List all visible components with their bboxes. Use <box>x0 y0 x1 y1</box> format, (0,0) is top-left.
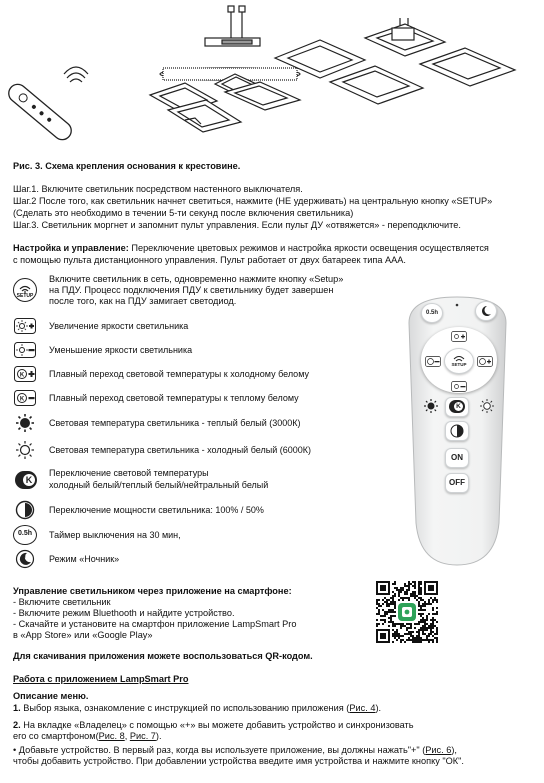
half-circle-icon <box>446 422 468 440</box>
remote-control <box>395 293 520 570</box>
work-paragraph-1 <box>13 703 381 715</box>
remote-timer-button[interactable] <box>421 303 443 323</box>
svg-text:★: ★ <box>22 554 27 560</box>
warm-transition-icon <box>14 390 36 407</box>
app-item-2: - Включите режим Bluethooth и найдите устройство. <box>13 608 235 618</box>
work-paragraph-2-line-2 <box>13 731 162 743</box>
remote-on-label: ON <box>451 453 463 462</box>
power-level-icon <box>15 500 35 520</box>
function-label-brightness-down: Уменьшение яркости светильника <box>49 345 193 355</box>
svg-text:K: K <box>19 396 25 403</box>
work-p1-end: ). <box>375 703 382 713</box>
step-1: Шаг.1. Включите светильник посредством настенного выключателя. <box>13 184 303 194</box>
remote-brightness-down-button[interactable] <box>451 379 467 390</box>
remote-k-button[interactable] <box>445 397 469 417</box>
cold-white-icon <box>15 440 35 460</box>
work-p2-separator: , <box>124 731 130 741</box>
function-label-cold-transition: Плавный переход световой температуры к холодному белому <box>49 369 309 379</box>
setup-line-2: на ПДУ. Процесс подключения ПДУ к светильнику будет завершен <box>49 285 334 295</box>
remote-off-label: OFF <box>449 478 465 487</box>
function-label-warm-transition: Плавный переход световой температуры к теплому белому <box>49 393 299 403</box>
work-p3-end: ), <box>451 745 457 755</box>
remote-timer-label: 0.5h <box>425 310 438 316</box>
work-p2-line2-start: его со смартфоном( <box>13 731 99 741</box>
chandelier-exploded-view <box>150 6 300 132</box>
moon-icon <box>476 302 496 320</box>
remote-warm-transition-button[interactable] <box>425 354 441 365</box>
chandelier-assembled-view <box>275 18 515 104</box>
remote-cold-transition-button[interactable] <box>477 354 493 365</box>
remote-sketch-icon <box>5 67 88 143</box>
app-item-1: - Включите светильник <box>13 597 111 607</box>
function-label-warm-white: Световая температура светильника - теплый белый (3000К) <box>49 418 301 428</box>
work-p1-text: Выбор языка, ознакомление с инструкцией по использованию приложения ( <box>20 703 350 713</box>
function-label-timer: Таймер выключения на 30 мин, <box>49 530 181 540</box>
figure-8-link[interactable]: Рис. 8 <box>98 731 125 741</box>
qr-note: Для скачивания приложения можете воспользоваться QR-кодом. <box>13 651 313 661</box>
work-p2-line2-end: ). <box>155 731 162 741</box>
work-p3-line-1: • Добавьте устройство. В первый раз, когда вы используете приложение, вы должны нажать"+" ( <box>13 745 426 755</box>
setup-line-1: Включите светильник в сеть, одновременно нажмите кнопку «Setup» <box>49 274 344 284</box>
timer-icon <box>13 525 37 545</box>
function-label-cold-white: Световая температура светильника - холодный белый (6000К) <box>49 445 311 455</box>
remote-k-label: K <box>456 403 461 410</box>
figure-4-link[interactable]: Рис. 4 <box>349 703 376 713</box>
figure-7-link[interactable]: Рис. 7 <box>129 731 156 741</box>
installation-illustration <box>0 0 544 150</box>
work-subheading: Описание меню. <box>13 691 89 701</box>
app-heading: Управление светильником через приложение на смартфоне: <box>13 586 292 596</box>
control-heading: Настройка и управление: <box>13 243 129 253</box>
setup-icon-label: SETUP <box>16 293 34 299</box>
figure-6-link[interactable]: Рис. 6 <box>425 745 452 755</box>
step-2-note: (Сделать это необходимо в течении 5-ти секунд после включения светильника) <box>13 208 354 218</box>
svg-text:K: K <box>19 372 25 379</box>
work-heading: Работа с приложением LampSmart Pro <box>13 674 189 684</box>
work-p2-text: На вкладке «Владелец» с помощью «+» вы можете добавить устройство и синхронизовать <box>20 720 414 730</box>
remote-setup-label: SETUP <box>451 362 467 367</box>
timer-icon-text: 0.5h <box>17 530 32 537</box>
app-item-3: - Скачайте и установите на смартфон приложение LampSmart Pro <box>13 619 297 629</box>
function-label-k-switch: Переключение световой температуры <box>49 468 209 478</box>
remote-power-level-button[interactable] <box>445 421 469 441</box>
figure-caption: Рис. 3. Схема крепления основания к крестовине. <box>13 161 241 171</box>
control-line-1: Переключение цветовых режимов и настройка яркости освещения осуществляется <box>128 243 489 253</box>
k-switch-icon <box>15 471 37 489</box>
work-p1-number: 1. <box>13 703 21 713</box>
function-label-power-level: Переключение мощности светильника: 100% / 50% <box>49 505 264 515</box>
night-mode-icon <box>14 549 36 569</box>
control-line-2: с помощью пульта дистанционного управления. Пульт работает от двух батареек типа ААА. <box>13 255 406 265</box>
remote-brightness-up-button[interactable] <box>451 329 467 340</box>
function-label-k-switch-modes: холодный белый/теплый белый/нейтральный белый <box>49 480 269 490</box>
cold-transition-icon <box>14 366 36 383</box>
remote-cold-white-button[interactable] <box>479 398 495 414</box>
setup-icon <box>13 278 37 302</box>
work-paragraph-3-line-2: чтобы добавить устройство. При добавлении устройства введите имя устройства и нажмите кнопку "ОК". <box>13 756 464 766</box>
brightness-down-icon <box>14 342 36 359</box>
work-paragraph-3 <box>13 745 457 757</box>
remote-setup-button[interactable] <box>444 348 474 374</box>
setup-line-3: после того, как на ПДУ замигает светодиод. <box>49 296 237 306</box>
work-p2-number: 2. <box>13 720 21 730</box>
k-switch-icon-text: K <box>25 475 33 485</box>
app-item-4: в «App Store» или «Google Play» <box>13 630 153 640</box>
warm-white-icon <box>15 413 35 433</box>
brightness-up-icon <box>14 318 36 335</box>
function-label-brightness-up: Увеличение яркости светильника <box>49 321 189 331</box>
control-paragraph <box>13 243 489 255</box>
step-3: Шаг.3. Светильник моргнет и запомнит пульт управления. Если пульт ДУ «отвяжется» - переподключите. <box>13 220 461 230</box>
remote-off-button[interactable] <box>445 473 469 493</box>
remote-on-button[interactable] <box>445 448 469 468</box>
function-label-night-mode: Режим «Ночник» <box>49 554 120 564</box>
remote-night-button[interactable] <box>475 301 497 321</box>
remote-warm-white-button[interactable] <box>423 398 439 414</box>
step-2: Шаг.2 После того, как светильник начнет светиться, нажмите (НЕ удерживать) на центральную кнопку «SETUP» <box>13 196 493 206</box>
qr-code[interactable] <box>376 581 438 643</box>
work-paragraph-2 <box>13 720 414 732</box>
